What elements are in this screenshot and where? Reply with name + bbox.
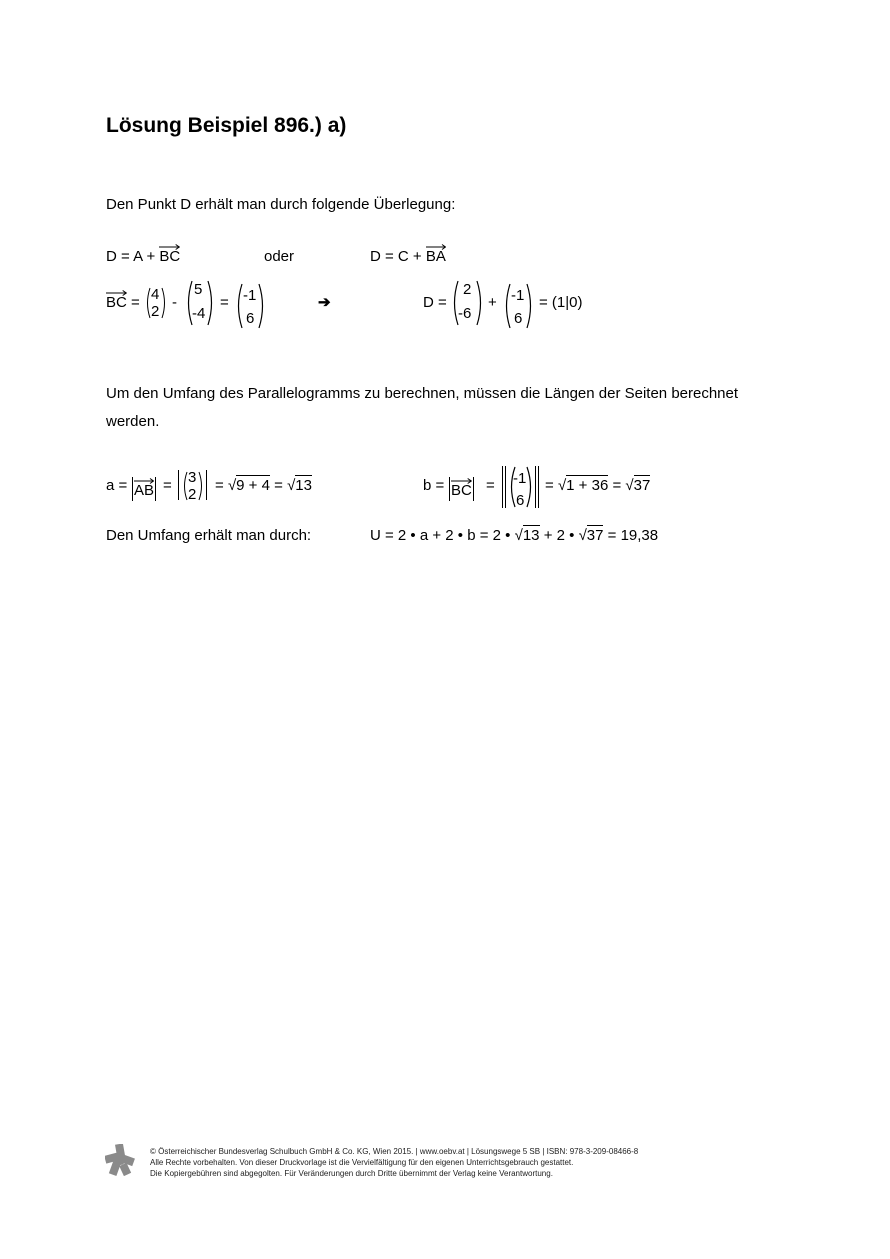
- plus-sign: +: [488, 294, 497, 311]
- eq2-left: D = C +: [370, 248, 426, 265]
- vector-entry: 2: [463, 281, 472, 298]
- umfang-formula: U = 2 • a + 2 • b = 2 • √13 + 2 • √37 = 19,38: [370, 527, 659, 544]
- d-label: D =: [423, 294, 447, 311]
- page-title: Lösung Beispiel 896.) a): [106, 114, 347, 137]
- abs-bc: [448, 477, 475, 501]
- paragraph-line-2: werden.: [106, 413, 160, 430]
- abs-bar: [449, 477, 450, 501]
- vector-entry: 4: [151, 286, 160, 303]
- vector-entry: -1: [513, 470, 527, 487]
- vector-entry: 6: [246, 310, 255, 327]
- vector-ba: BA: [426, 248, 446, 266]
- vector-bc: BC: [106, 294, 127, 312]
- a-label: a =: [106, 477, 128, 494]
- left-paren-icon: [235, 283, 243, 329]
- abs-bar: [505, 466, 506, 508]
- right-paren-icon: [258, 283, 266, 329]
- abs-bar: [473, 477, 474, 501]
- abs-bar: [502, 466, 503, 508]
- left-paren-icon: [503, 283, 511, 329]
- vector-entry: -6: [458, 305, 472, 322]
- equals-sign: =: [163, 477, 172, 494]
- abs-bar: [155, 477, 156, 501]
- minus-sign: -: [172, 294, 177, 311]
- right-paren-icon: [526, 466, 534, 508]
- vector-entry: -1: [243, 287, 257, 304]
- sqrt-37: √37: [625, 477, 651, 494]
- intro-text: Den Punkt D erhält man durch folgende Überlegung:: [106, 196, 456, 213]
- sqrt-1-plus-36: √1 + 36: [557, 477, 609, 494]
- vector-arrow-icon: [159, 244, 180, 250]
- sqrt-37: √37: [578, 527, 604, 544]
- right-paren-icon: [526, 283, 534, 329]
- right-paren-icon: [207, 280, 215, 326]
- equals-sign: =: [486, 477, 495, 494]
- vector-arrow-icon: [106, 290, 127, 296]
- abs-ab: [131, 477, 157, 501]
- abs-bar: [132, 477, 133, 501]
- abs-bar: [538, 466, 539, 508]
- footer-line-3: Die Kopiergebühren sind abgegolten. Für Veränderungen durch Dritte übernimmt der Verlag keine Verantwortung.: [150, 1169, 553, 1178]
- oder-label: oder: [264, 248, 295, 265]
- vector-entry: 5: [194, 281, 203, 298]
- vector-entry: 3: [188, 469, 197, 486]
- b-result: = √1 + 36 = √37: [545, 477, 651, 494]
- vector-entry: 2: [151, 303, 160, 320]
- vector-bc: BC: [159, 248, 180, 266]
- equation-d-c-ba: [370, 248, 446, 266]
- right-paren-icon: [476, 280, 484, 326]
- vector-ab: AB: [134, 482, 154, 500]
- abs-bar: [206, 470, 207, 500]
- vector-arrow-icon: [134, 478, 154, 484]
- right-paren-icon: [161, 287, 167, 319]
- paragraph-line-1: Um den Umfang des Parallelogramms zu berechnen, müssen die Längen der Seiten berechnet: [106, 385, 739, 402]
- sqrt-13: √13: [287, 477, 312, 494]
- sqrt-13: √13: [514, 527, 540, 544]
- d-result: = (1|0): [539, 294, 583, 311]
- equals-sign: =: [220, 294, 229, 311]
- vector-entry: -1: [511, 287, 525, 304]
- vector-arrow-icon: [451, 478, 472, 484]
- vector-bc: BC: [451, 482, 472, 500]
- vector-entry: 2: [188, 486, 197, 503]
- footer-line-1: © Österreichischer Bundesverlag Schulbuch GmbH & Co. KG, Wien 2015. | www.oebv.at | Lösungswege 5 SB | ISBN: 978-3-209-08466-8: [150, 1147, 639, 1156]
- b-label: b =: [423, 477, 445, 494]
- vector-entry: 6: [514, 310, 523, 327]
- vector-arrow-icon: [426, 244, 446, 250]
- vector-entry: 6: [516, 492, 525, 509]
- a-result: = √9 + 4 = √13: [215, 477, 312, 494]
- sqrt-9-plus-4: √9 + 4: [227, 477, 270, 494]
- abs-bar: [178, 470, 179, 500]
- right-paren-icon: [198, 471, 204, 501]
- footer-line-2: Alle Rechte vorbehalten. Von dieser Druckvorlage ist die Vervielfältigung für den eigenen Unterrichtsgebrauch gestattet.: [150, 1158, 574, 1167]
- abs-bar: [535, 466, 536, 508]
- eq1-left: D = A +: [106, 248, 160, 265]
- bc-label: BC =: [106, 294, 140, 312]
- publisher-logo-icon: [105, 1144, 135, 1176]
- equation-d-a-bc: [106, 248, 180, 266]
- vector-entry: -4: [192, 305, 206, 322]
- implies-arrow-icon: ➔: [318, 294, 331, 311]
- umfang-label: Den Umfang erhält man durch:: [106, 527, 312, 544]
